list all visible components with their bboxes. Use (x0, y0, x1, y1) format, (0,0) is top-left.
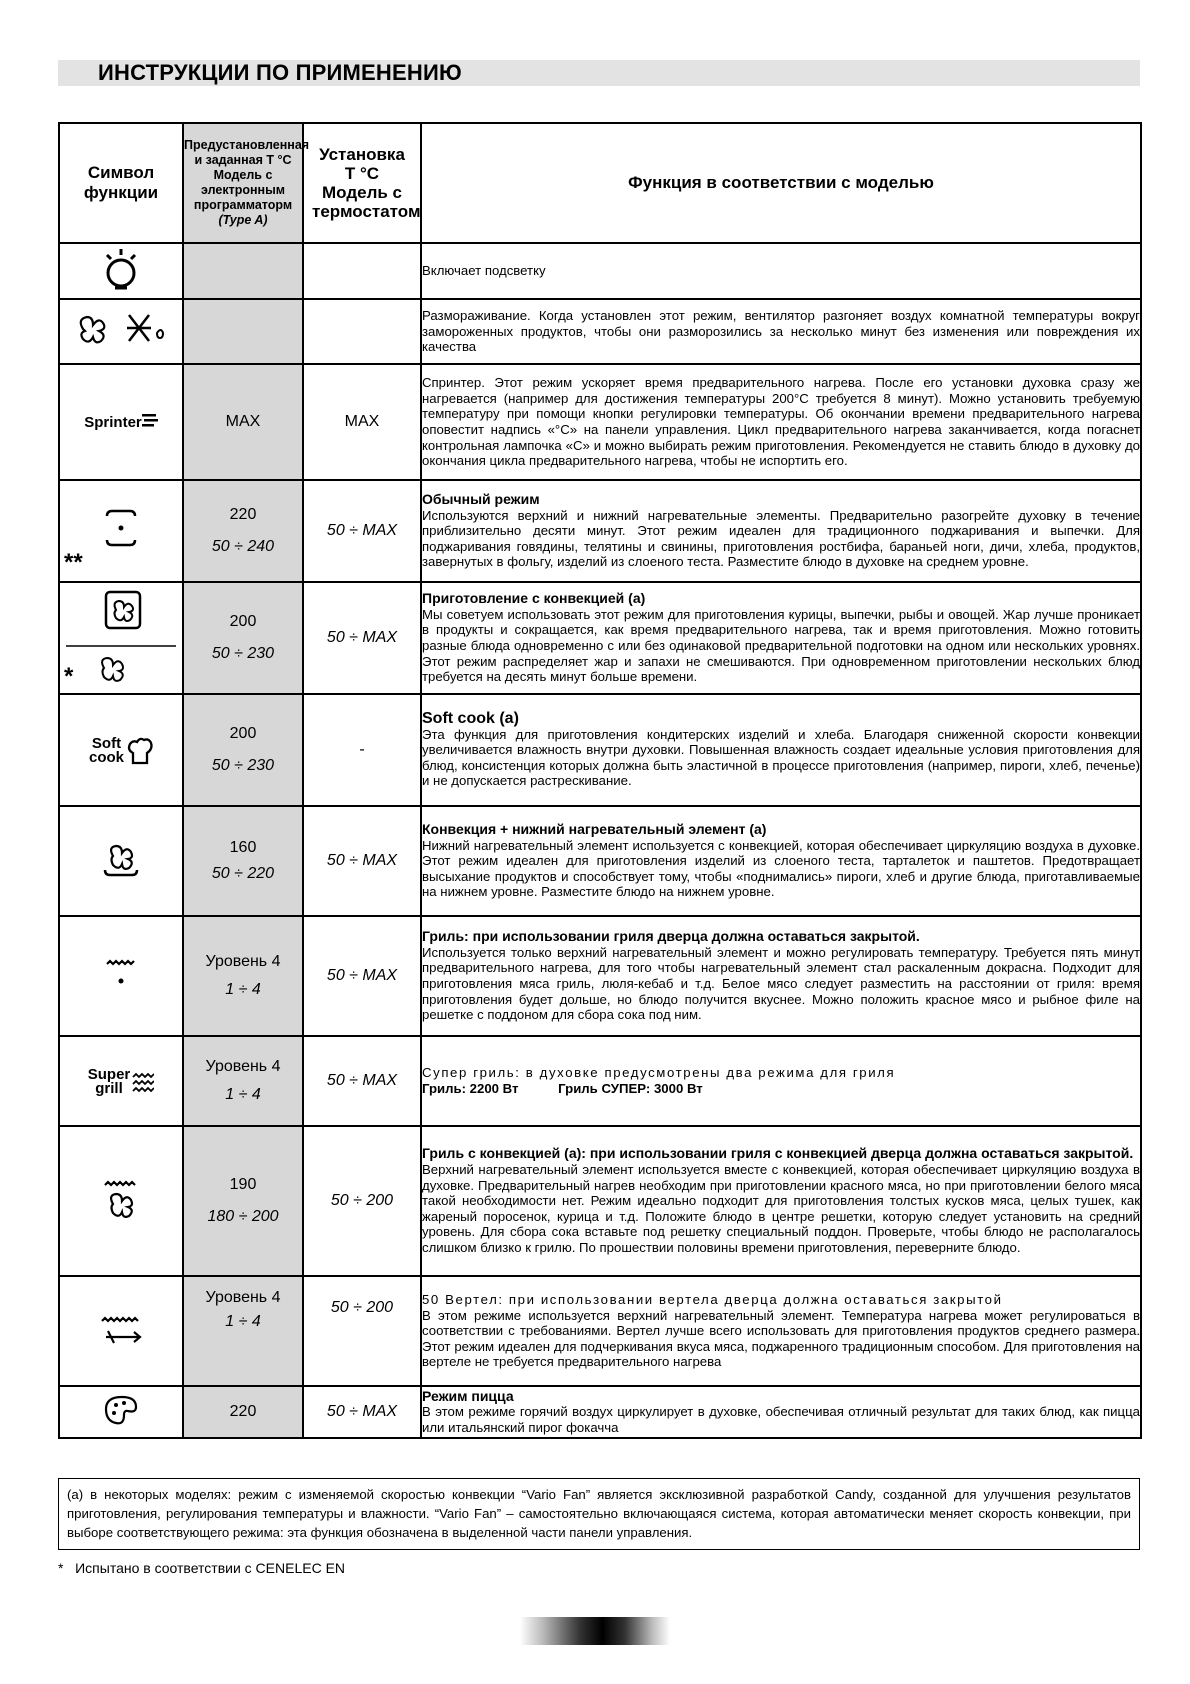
table-row (59, 1386, 1141, 1438)
programmer-value: 220 (229, 506, 257, 523)
symbol-cell (59, 806, 183, 916)
programmer-value: Уровень 4 (205, 1289, 281, 1306)
description-text: Используются верхний и нижний нагревательные элементы. Предварительно разогрейте духовку в течение приблизительно десяти минут. Этот режим идеален для традиционного поджаривания и выпечки. Для поджаривания говядины, телятины и свинины, приготовления ростбифа, бараньей ноги, дичи, хлеба, продуктов, завернутых в фольгу, изделий из слоеного теста. Разместите блюдо в духовке на среднем уровне. (422, 507, 1140, 570)
description-cell (421, 1126, 1141, 1276)
super-grill-label-2: grill (95, 1080, 123, 1097)
programmer-value: Уровень 4 (205, 1058, 281, 1075)
programmer-range: 180 ÷ 200 (207, 1208, 279, 1225)
programmer-value: Уровень 4 (205, 953, 281, 970)
programmer-range: 50 ÷ 230 (211, 757, 275, 774)
programmer-cell (183, 364, 303, 480)
grill-power: Гриль: 2200 Вт (422, 1081, 519, 1096)
description-cell (421, 364, 1141, 480)
standard-marker: * (64, 663, 74, 690)
vario-fan-note: (a) в некоторых моделях: режим с изменяемой скоростью конвекции “Vario Fan” является эксклюзивной разработкой Candy, созданной для улучшения результатов приготовления, регулирования температуры и влажности. “Vario Fan” – самостоятельно включающаяся система, которая автоматически меняет скорость конвекции, при выборе соответствующего режима: эта функция обозначена в выделенной части панели управления. (58, 1478, 1140, 1550)
sprinter-icon (84, 414, 158, 431)
symbol-cell (59, 1386, 183, 1438)
symbol-cell (59, 1036, 183, 1126)
symbol-cell (59, 694, 183, 806)
description-text: Мы советуем использовать этот режим для приготовления курицы, выпечки, рыбы и овощей. Жар лучше проникает в продукты и сокращается, как время предварительного нагрева, так и время приготовления. Можно готовить разные блюда одновременно с или без одинаковой предварительной подготовки на одном или нескольких уровнях. Этот режим распределяет жар и запахи не смешиваются. При одновременном приготовлении нескольких блюд требуется на десять минут больше времени. (422, 606, 1140, 685)
programmer-cell (183, 916, 303, 1036)
thermostat-value: 50 ÷ MAX (326, 522, 398, 539)
description-cell (421, 480, 1141, 582)
programmer-range: 50 ÷ 220 (211, 865, 275, 882)
symbol-cell (59, 1126, 183, 1276)
description-title: Обычный режим (422, 491, 540, 508)
thermostat-value: - (359, 741, 365, 758)
thermostat-cell (303, 1276, 421, 1386)
defrost-icon (71, 309, 171, 349)
programmer-range: 1 ÷ 4 (225, 1313, 261, 1330)
soft-cook-icon (89, 737, 153, 765)
description-title: Гриль: при использовании гриля дверца должна оставаться закрытой. (422, 928, 920, 945)
header-symbol: Символ функции (59, 123, 183, 243)
description-title: Режим пицца (422, 1387, 514, 1404)
programmer-cell (183, 694, 303, 806)
symbol-cell (59, 299, 183, 364)
thermostat-cell (303, 243, 421, 299)
programmer-cell (183, 1126, 303, 1276)
soft-cook-label-2: cook (88, 749, 124, 766)
thermostat-value: 50 ÷ MAX (326, 967, 398, 984)
programmer-cell (183, 1276, 303, 1386)
standard-marker: ** (64, 549, 83, 576)
programmer-cell (183, 582, 303, 694)
pizza-icon (102, 1393, 140, 1427)
description-cell (421, 582, 1141, 694)
programmer-value: 160 (229, 839, 257, 856)
programmer-range: 50 ÷ 230 (211, 645, 275, 662)
thermostat-value: 50 ÷ MAX (326, 1072, 398, 1089)
table-row (59, 243, 1141, 299)
description-cell (421, 243, 1141, 299)
description-title: Гриль с конвекцией (a): при использовании гриля с конвекцией дверца должна оставаться закрытой. (422, 1145, 1134, 1162)
description-text: Супер гриль: в духовке предусмотрены два режима для гриля (422, 1065, 896, 1081)
programmer-cell (183, 480, 303, 582)
table-row (59, 1276, 1141, 1386)
header-thermostat: Установка T °C Модель с термостатом (303, 123, 421, 243)
thermostat-value: 50 ÷ 200 (330, 1192, 394, 1209)
programmer-value: 220 (229, 1403, 257, 1420)
programmer-value: 200 (229, 725, 257, 742)
description-text: Размораживание. Когда установлен этот режим, вентилятор разгоняет воздух комнатной температуры вокруг замороженных продуктов, чтобы они разморозились за несколько минут без изменения или повреждения их качества (422, 308, 1140, 355)
super-grill-label-1: Super (87, 1066, 131, 1083)
thermostat-value: MAX (344, 413, 380, 430)
rotisserie-icon (98, 1309, 144, 1349)
symbol-cell (59, 480, 183, 582)
table-row (59, 1036, 1141, 1126)
convection-icon (66, 588, 176, 688)
symbol-cell (59, 364, 183, 480)
header-programmer-text: Предустановленная и заданная T °C Модель с электронным программаторм (184, 138, 310, 212)
description-title: Приготовление с конвекцией (a) (422, 590, 646, 607)
soft-cook-label-1: Soft (91, 735, 122, 752)
programmer-value: MAX (225, 413, 261, 430)
description-text: В этом режиме используется верхний нагревательный элемент. Температура нагрева может регулироваться в соответствии с требованиями. Вертел лучше всего использовать для приготовления продуктов среднего размера. Этот режим идеален для подчеркивания вкуса мяса, поджаренного традиционным способом. Для приготовления на вертеле не требуется предварительного нагрева (422, 1307, 1140, 1370)
programmer-cell (183, 1386, 303, 1438)
functions-table (58, 122, 1142, 1439)
thermostat-cell (303, 480, 421, 582)
programmer-value: 200 (229, 613, 257, 630)
thermostat-cell (303, 694, 421, 806)
thermostat-value: 50 ÷ MAX (326, 1403, 398, 1420)
table-row (59, 480, 1141, 582)
standard-footnote: * Испытано в соответствии с CENELEC EN (58, 1560, 346, 1576)
thermostat-cell (303, 1126, 421, 1276)
convection-bottom-icon (101, 838, 141, 880)
title-bar (58, 60, 1140, 86)
table-row (59, 582, 1141, 694)
thermostat-cell (303, 1036, 421, 1126)
description-lead: 50 Вертел: при использовании вертела дверца должна оставаться закрытой (422, 1292, 1003, 1308)
header-programmer (183, 123, 310, 243)
description-cell (421, 916, 1141, 1036)
programmer-cell (183, 299, 303, 364)
description-cell (421, 694, 1141, 806)
description-text: Включает подсветку (422, 263, 546, 279)
description-text: Верхний нагревательный элемент используется вместе с конвекцией, которая обеспечивает циркуляцию воздуха в духовке. Предварительный нагрев необходим при приготовлении красного мяса, но при приготовлении белого мяса такой необходимости нет. Режим идеально подходит для приготовления толстых кусков мяса, целых тушек, как жареный поросенок, курица и т.д. Положите блюдо в центре решетки, которую следует установить на средний уровень. Для сбора сока вставьте под решетку специальный поддон. Проверьте, чтобы блюдо не располагалось слишком близко к грилю. По прошествии половины времени приготовления, переверните блюдо. (422, 1162, 1140, 1255)
programmer-cell (183, 1036, 303, 1126)
table-row (59, 806, 1141, 916)
thermostat-cell (303, 916, 421, 1036)
grill-icon (101, 954, 141, 994)
thermostat-cell (303, 1386, 421, 1438)
conventional-icon (101, 506, 141, 552)
description-cell (421, 299, 1141, 364)
super-grill-icon (88, 1068, 155, 1096)
description-text: В этом режиме горячий воздух циркулирует в духовке, обеспечивая отличный результат для таких блюд, как пицца или итальянский пирог фокачча (422, 1404, 1140, 1435)
page-title: ИНСТРУКЦИИ ПО ПРИМЕНЕНИЮ (98, 60, 462, 85)
super-grill-power: Гриль СУПЕР: 3000 Вт (558, 1081, 703, 1096)
description-text: Нижний нагревательный элемент используется с конвекцией, которая обеспечивает циркуляцию воздуха в духовке. Этот режим идеален для приготовления изделий из слоеного теста, тарталеток и паштетов. Предотвращает высыхание продуктов и способствует тому, чтобы «поднимались» пироги, хлеб и другие блюда, приготавливаемые на нижнем уровне. Разместите блюдо на нижнем уровне. (422, 837, 1140, 900)
description-text: Эта функция для приготовления кондитерских изделий и хлеба. Благодаря сниженной скорости конвекции увеличивается влажность внутри духовки. Повышенная влажность создает идеальные условия приготовления для блюд, консистенция которых должна быть эластичной в процессе приготовления (например, пироги, хлеб, печенье) и не допускается растрескивание. (422, 726, 1140, 789)
description-text: Используется только верхний нагревательный элемент и можно регулировать температуру. Требуется пять минут предварительного нагрева, для того чтобы нагревательный элемент стал раскаленным докрасна. Подходит для приготовления мяса гриль, люля-кебаб и т.д. Белое мясо следует разместить на расстоянии от гриля: время приготовления будет дольше, но блюдо получится вкуснее. Можно положить красное мясо и рыбное филе на решетке с поддоном для сбора сока под ним. (422, 944, 1140, 1023)
symbol-cell (59, 243, 183, 299)
description-cell (421, 1386, 1141, 1438)
thermostat-cell (303, 364, 421, 480)
programmer-cell (183, 806, 303, 916)
description-title: Конвекция + нижний нагревательный элемент (a) (422, 821, 767, 838)
symbol-cell (59, 916, 183, 1036)
description-text: Спринтер. Этот режим ускоряет время предварительного нагрева. После его установки духовка сразу же нагревается (например для достижения температуры 200°C требуется 8 минут). Можно установить требуемую температуру при помощи кнопки регулировки температуры. Об окончании времени предварительного нагрева оповестит надпись «°C» на панели управления. Цикл предварительного нагрева заканчивается, когда погаснет контрольная лампочка «C» и можно выбирать режим приготовления. Рекомендуется не ставить блюдо в духовку до окончания цикла предварительного нагрева, чтобы не испортить его. (422, 375, 1140, 469)
table-row (59, 694, 1141, 806)
thermostat-value: 50 ÷ MAX (326, 629, 398, 646)
header-programmer-type: (Type A) (218, 213, 268, 227)
programmer-range: 1 ÷ 4 (225, 981, 261, 998)
programmer-range: 1 ÷ 4 (225, 1086, 261, 1103)
page-number-bar (520, 1617, 670, 1645)
thermostat-value: 50 ÷ MAX (326, 852, 398, 869)
description-title: Soft cook (a) (422, 710, 519, 728)
table-header-row (59, 123, 1141, 243)
description-cell (421, 806, 1141, 916)
thermostat-cell (303, 299, 421, 364)
sprinter-icon-label: Sprinter (84, 413, 142, 431)
table-row (59, 916, 1141, 1036)
table-row (59, 299, 1141, 364)
chef-hat-icon (127, 737, 153, 765)
thermostat-cell (303, 582, 421, 694)
thermostat-value: 50 ÷ 200 (330, 1299, 394, 1316)
programmer-cell (183, 243, 303, 299)
lamp-icon (101, 247, 141, 291)
grill-convection-icon (101, 1178, 141, 1220)
thermostat-cell (303, 806, 421, 916)
header-function: Функция в соответствии с моделью (421, 123, 1141, 243)
programmer-value: 190 (229, 1176, 257, 1193)
programmer-range: 50 ÷ 240 (211, 538, 275, 555)
speed-lines-icon (142, 413, 158, 427)
table-row (59, 364, 1141, 480)
description-cell (421, 1036, 1141, 1126)
symbol-cell (59, 582, 183, 694)
symbol-cell (59, 1276, 183, 1386)
waves-icon (132, 1071, 154, 1093)
description-cell (421, 1276, 1141, 1386)
table-row (59, 1126, 1141, 1276)
